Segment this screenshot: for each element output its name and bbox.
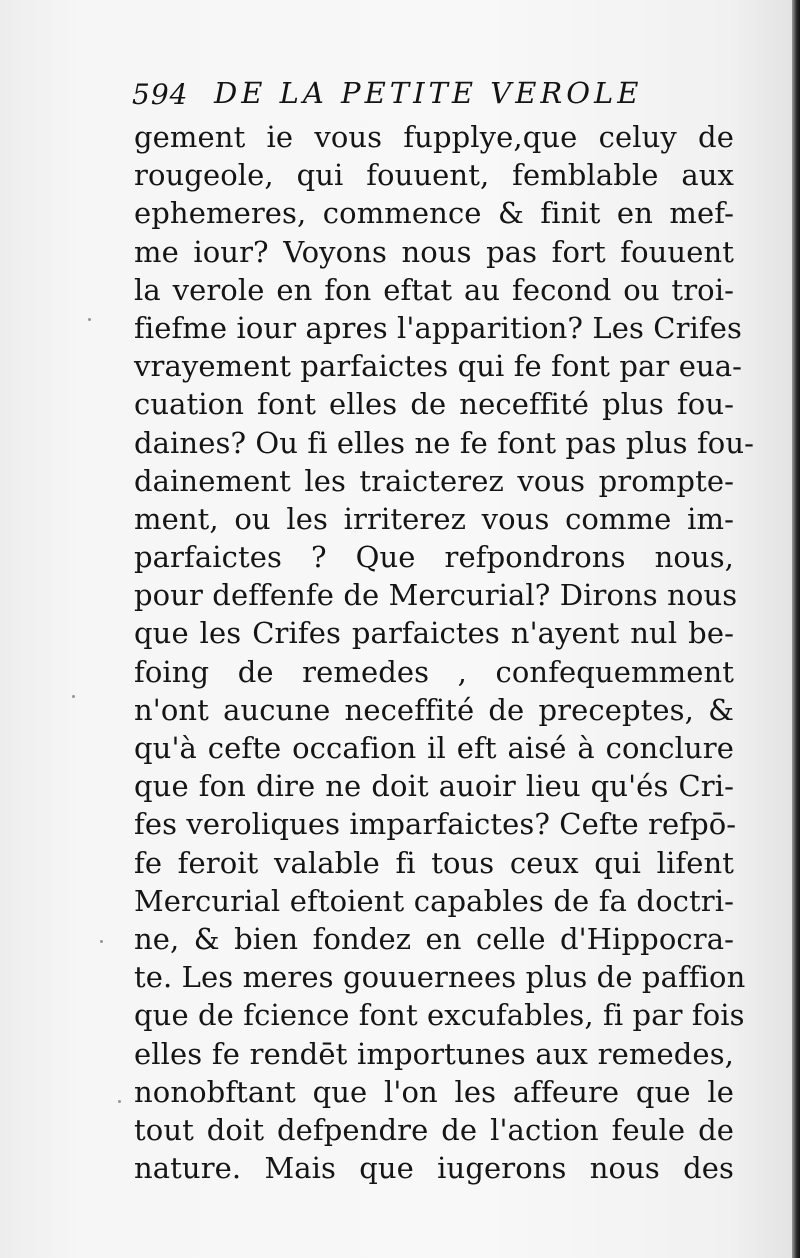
text-line: que les Crifes parfaictes n'ayent nul be- [134,616,734,651]
text-line: ne, & bien fondez en celle d'Hippocra- [134,921,734,956]
text-line: pour deffenfe de Mercurial? Dirons nous [134,578,738,613]
paper-speck [88,318,91,321]
text-line: dainement les traicterez vous prompte- [134,463,734,498]
text-line: n'ont aucune neceffité de preceptes, & [134,692,734,727]
text-line: que de fcience font excufables, fi par fois [134,998,745,1033]
text-line: gement ie vous fupplye,que celuy de [134,120,734,154]
text-line: me iour? Voyons nous pas fort fouuent [134,234,734,269]
text-line: rougeole, qui fouuent, femblable aux [134,158,734,193]
text-line: que fon dire ne doit auoir lieu qu'és Cri- [134,769,734,804]
text-line: tout doit defpendre de l'action feule de [134,1112,734,1147]
text-line: la verole en fon eftat au fecond ou troi- [134,272,734,307]
text-line: fes veroliques imparfaictes? Cefte refpō- [134,807,737,842]
text-line: te. Les meres gouuernees plus de paffion [134,960,746,995]
paper-speck [100,940,103,943]
text-line: nonobftant que l'on les affeure que le [134,1074,734,1109]
paper-speck [72,695,75,698]
text-line: qu'à cefte occafion il eft aisé à conclure [134,731,734,765]
running-title: DE LA PETITE VEROLE [214,76,643,110]
text-line: nature. Mais que iugerons nous des [134,1151,734,1186]
page-number: 594 [132,78,189,111]
page-header [132,72,732,118]
text-line: vrayement parfaictes qui fe font par eua- [134,349,743,384]
text-line: fiefme iour apres l'apparition? Les Crifes [134,310,743,345]
text-line: daines? Ou fi elles ne fe font pas plus fou- [134,425,755,460]
text-line: cuation font elles de neceffité plus fou- [134,387,734,422]
text-line: Mercurial eftoient capables de fa doctri- [134,883,734,918]
paper-speck [118,1100,121,1103]
text-line: fe feroit valable fi tous ceux qui lifent [134,845,734,880]
page-edge-shadow [792,0,800,1258]
text-line: parfaictes ? Que refpondrons nous, [134,540,734,575]
text-line: ment, ou les irriterez vous comme im- [134,501,734,536]
body-text [134,118,755,1187]
text-line: foing de remedes , confequemment [134,654,734,689]
text-line: elles fe rendēt importunes aux remedes, [134,1036,734,1071]
text-line: ephemeres, commence & finit en mef- [134,196,734,231]
